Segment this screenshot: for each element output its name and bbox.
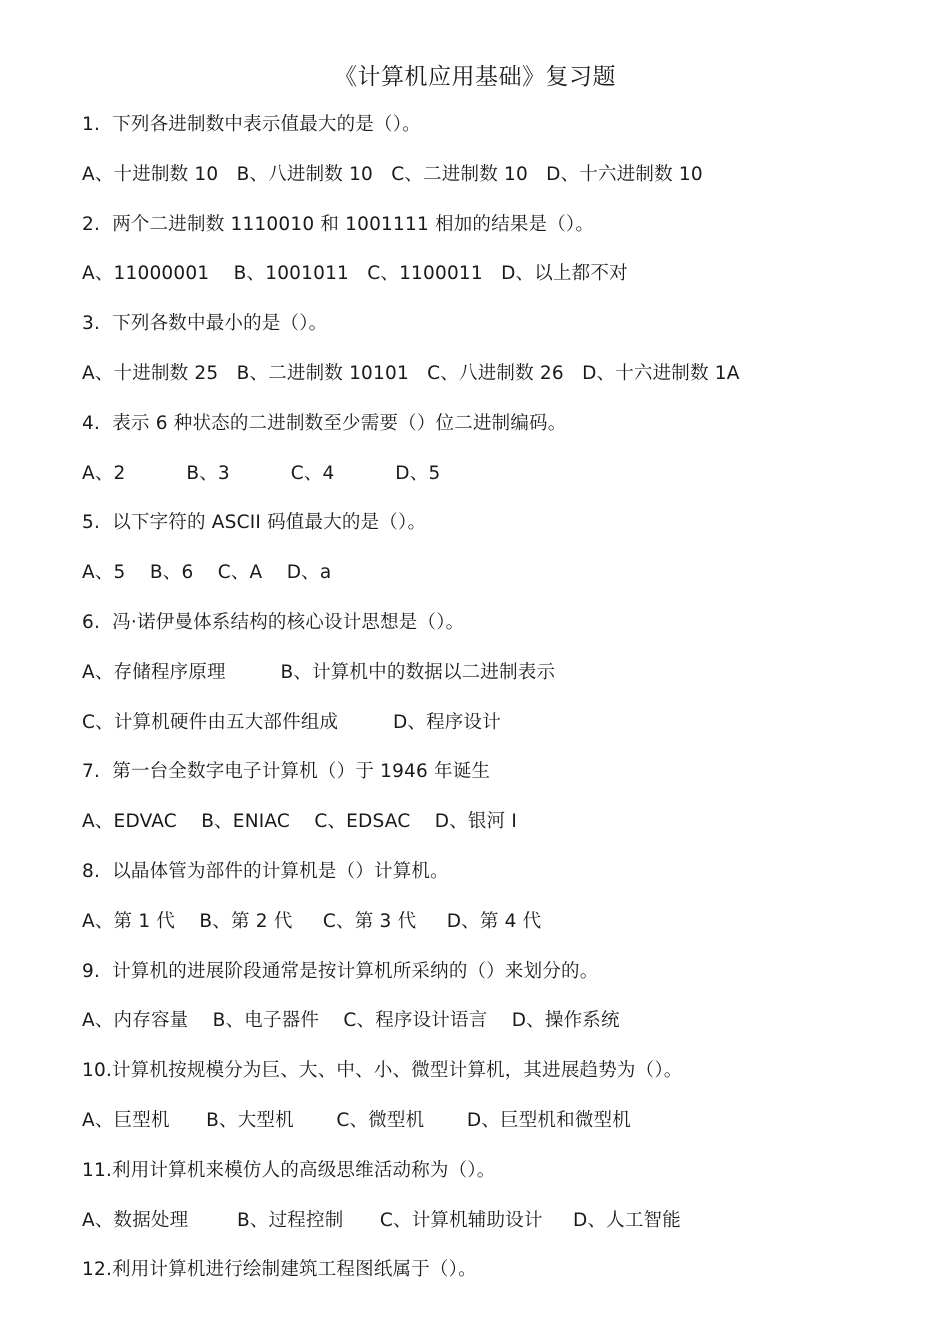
- options-2: A、11000001 B、1001011 C、1100011 D、以上都不对: [82, 263, 628, 285]
- options-6a: A、存储程序原理 B、计算机中的数据以二进制表示: [82, 661, 556, 683]
- question-11: 11.利用计算机来模仿人的高级思维活动称为（）。: [82, 1159, 496, 1181]
- question-9: 9. 计算机的进展阶段通常是按计算机所采纳的（）来划分的。: [82, 960, 599, 982]
- question-10: 10.计算机按规模分为巨、大、中、小、微型计算机，其进展趋势为（）。: [82, 1060, 683, 1082]
- options-6b: C、计算机硬件由五大部件组成 D、程序设计: [82, 711, 501, 733]
- options-10: A、巨型机 B、大型机 C、微型机 D、巨型机和微型机: [82, 1109, 631, 1131]
- question-5: 5. 以下字符的 ASCII 码值最大的是（）。: [82, 512, 427, 534]
- question-6: 6. 冯·诺伊曼体系结构的核心设计思想是（）。: [82, 611, 465, 633]
- options-8: A、第 1 代 B、第 2 代 C、第 3 代 D、第 4 代: [82, 910, 542, 932]
- options-3: A、十进制数 25 B、二进制数 10101 C、八进制数 26 D、十六进制数 1A: [82, 362, 740, 384]
- question-4: 4. 表示 6 种状态的二进制数至少需要（）位二进制编码。: [82, 412, 567, 434]
- options-9: A、内存容量 B、电子器件 C、程序设计语言 D、操作系统: [82, 1010, 620, 1032]
- question-7: 7. 第一台全数字电子计算机（）于 1946 年诞生: [82, 761, 491, 783]
- options-1: A、十进制数 10 B、八进制数 10 C、二进制数 10 D、十六进制数 10: [82, 163, 703, 185]
- options-7: A、EDVAC B、ENIAC C、EDSAC D、银河 I: [82, 811, 518, 833]
- question-8: 8. 以晶体管为部件的计算机是（）计算机。: [82, 860, 449, 882]
- question-12: 12.利用计算机进行绘制建筑工程图纸属于（）。: [82, 1259, 477, 1281]
- options-4: A、2 B、3 C、4 D、5: [82, 462, 441, 484]
- options-5: A、5 B、6 C、A D、a: [82, 562, 332, 584]
- options-11: A、数据处理 B、过程控制 C、计算机辅助设计 D、人工智能: [82, 1209, 681, 1231]
- question-list: [82, 111, 922, 1306]
- question-2: 2. 两个二进制数 1110010 和 1001111 相加的结果是（）。: [82, 213, 595, 235]
- page-title: 《计算机应用基础》复习题: [334, 64, 616, 90]
- question-3: 3. 下列各数中最小的是（）。: [82, 313, 328, 335]
- question-1: 1. 下列各进制数中表示值最大的是（）。: [82, 114, 421, 135]
